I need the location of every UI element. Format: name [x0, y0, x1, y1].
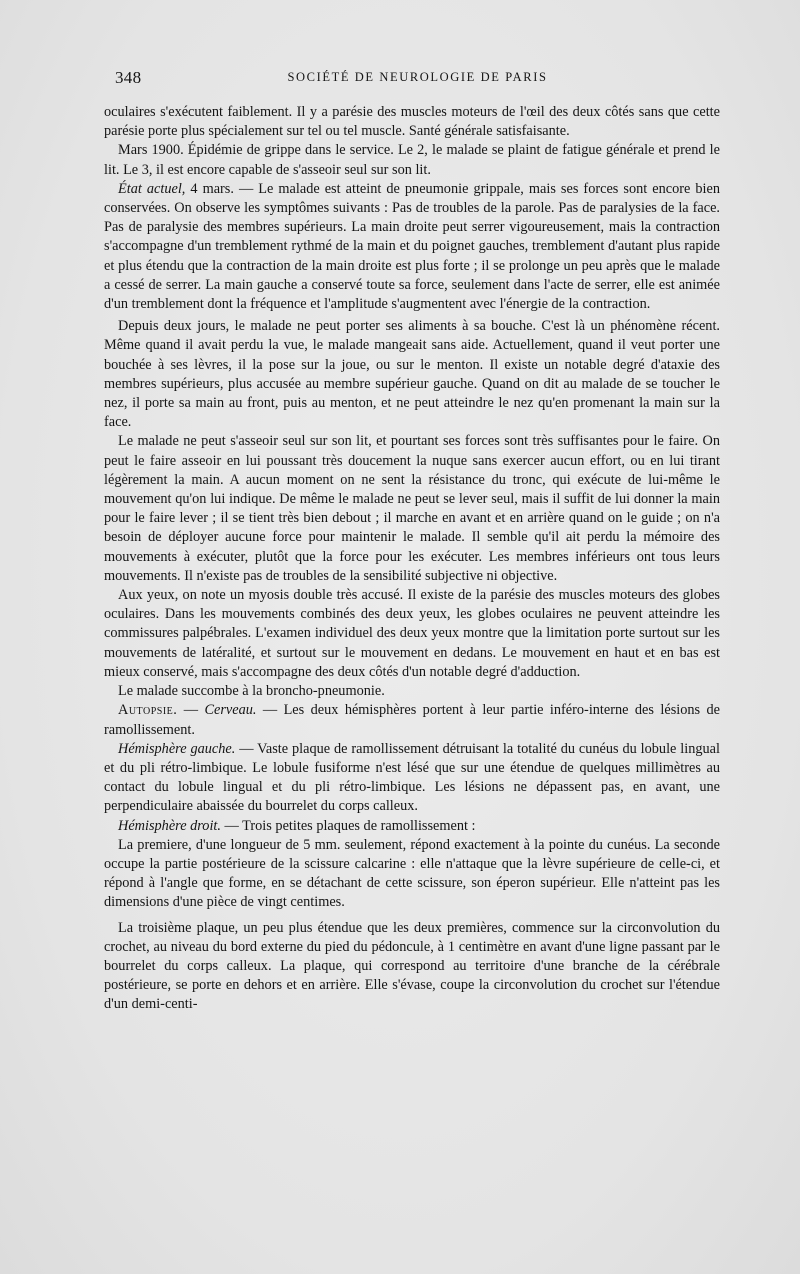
hemisphere-droit-label: Hémisphère droit.: [118, 817, 221, 834]
paragraph-12: La troisième plaque, un peu plus étendue que les deux premières, commence sur la circonvolution du crochet, au niveau du bord externe du pied du pédoncule, à 1 centimètre en avant d'une ligne passant par le bourrelet du corps calleux. La plaque, qui correspond au territoire d'une branche de la cérébrale postérieure, se porte en dehors et en arrière. Elle s'évase, coupe la circonvolution du crochet sur l'étendue d'un demi-centi-: [104, 919, 720, 1013]
paragraph-7: Le malade succombe à la broncho-pneumonie.: [118, 683, 385, 700]
paragraph-5: Le malade ne peut s'asseoir seul sur son lit, et pourtant ses forces sont très suffisantes pour le faire. On peut le faire asseoir en lui poussant très doucement la nuque sans exercer aucun effort, ou en lui tirant légèrement la main. A aucun moment on ne sent la résistance du tronc, qui exécute de lui-même le mouvement qu'on lui indique. De même le malade ne peut se lever seul, mais il suffit de lui donner la main pour le faire lever ; il se tient très bien debout ; il marche en avant et en arrière quand on le guide ; on n'a besoin de déployer aucune force pour maintenir le malade. Il semble qu'il ait perdu la mémoire des mouvements à exécuter, plutôt que la force pour les exécuter. Les membres inférieurs ont tous leurs mouvements. Il n'existe pas de troubles de la sensibilité subjective ni objective.: [104, 433, 720, 584]
paragraph-4: Depuis deux jours, le malade ne peut porter ses aliments à sa bouche. C'est là un phénomène récent. Même quand il avait perdu la vue, le malade mangeait sans aide. Actuellement, quand il veut porter une bouchée à ses lèvres, il la pose sur la joue, ou sur le menton. Il existe un notable degré d'ataxie des membres supérieurs, plus accusée au membre supérieur gauche. Quand on dit au malade de se toucher le nez, il porte sa main au front, puis au menton, et ne peut atteindre le nez qu'en promenant la main sur la face.: [104, 318, 720, 431]
paragraph-2: Mars 1900. Épidémie de grippe dans le service. Le 2, le malade se plaint de fatigue générale et prend le lit. Le 3, il est encore capable de s'asseoir seul sur son lit.: [104, 142, 720, 178]
paragraph-1: oculaires s'exécutent faiblement. Il y a parésie des muscles moteurs de l'œil des deux côtés sans que cette parésie porte plus spécialement sur tel ou tel muscle. Santé générale satisfaisante.: [104, 104, 720, 140]
paragraph-3: [104, 180, 720, 314]
hemisphere-gauche-label: Hémisphère gauche.: [118, 740, 236, 757]
paragraph-11: La premiere, d'une longueur de 5 mm. seulement, répond exactement à la pointe du cunéus. La seconde occupe la partie postérieure de la scissure calcarine : elle n'attaque que la lèvre supérieure de celle-ci, et répond à l'angle que forme, en se détachant de cette scissure, son éperon supérieur. Elle n'atteint pas les dimensions d'une pièce de vingt centimes.: [104, 836, 720, 911]
etat-actuel-label: État actuel,: [118, 180, 186, 197]
paragraph-6: Aux yeux, on note un myosis double très accusé. Il existe de la parésie des muscles moteurs des globes oculaires. Dans les mouvements combinés des deux yeux, les globes oculaires ne peuvent atteindre les commissures palpébrales. L'examen individuel des deux yeux montre que la limitation porte surtout sur les mouvements de latéralité, et surtout sur le mouvement en dedans. Le mouvement en haut et en bas est mieux conservé, mais s'accompagne des deux côtés d'un notable degré d'adduction.: [104, 587, 720, 680]
paragraph-8-text: — Les deux hémisphères portent à leur partie inféro-interne des lésions de ramollissement.: [104, 702, 720, 738]
autopsie-label: Autopsie.: [118, 702, 178, 719]
body-text: [104, 103, 720, 1015]
autopsie-separator: —: [177, 702, 205, 719]
paragraph-8: [104, 701, 720, 739]
paragraph-10-text: — Trois petites plaques de ramollissement :: [220, 817, 476, 834]
paragraph-10: [104, 817, 720, 836]
cerveau-label: Cerveau.: [204, 702, 257, 719]
page-number: 348: [115, 68, 142, 87]
paragraph-9-text: — Vaste plaque de ramollissement détruisant la totalité du cunéus du lobule lingual et du pli rétro-limbique. Le lobule fusiforme n'est lésé que sur une étendue de quelques millimètres au contact du lobule lingual et du pli rétro-limbique. Les lésions ne dépassent pas, en avant, une perpendiculaire abaissée du bourrelet du corps calleux.: [104, 740, 720, 815]
paragraph-3-text: 4 mars. — Le malade est atteint de pneumonie grippale, mais ses forces sont encore bien conservées. On observe les symptômes suivants : Pas de troubles de la parole. Pas de paralysies de la face. Pas de paralysie des membres supérieurs. La main droite peut serrer vigoureusement, mais la contraction s'accompagne d'un tremblement rythmé de la main et du poignet gauches, tremblement d'autant plus rapide et plus étendu que la contraction de la main droite est plus forte ; il se prolonge un peu après que le malade a cessé de serrer. La main gauche a conservé toute sa force, seulement dans l'acte de serrer, elle est animée d'un tremblement dont la fréquence et l'amplitude s'augmentent avec l'énergie de la contraction.: [104, 180, 720, 313]
page-header: [115, 68, 720, 92]
paragraph-9: [104, 740, 720, 817]
running-head: SOCIÉTÉ DE NEUROLOGIE DE PARIS: [287, 70, 548, 84]
